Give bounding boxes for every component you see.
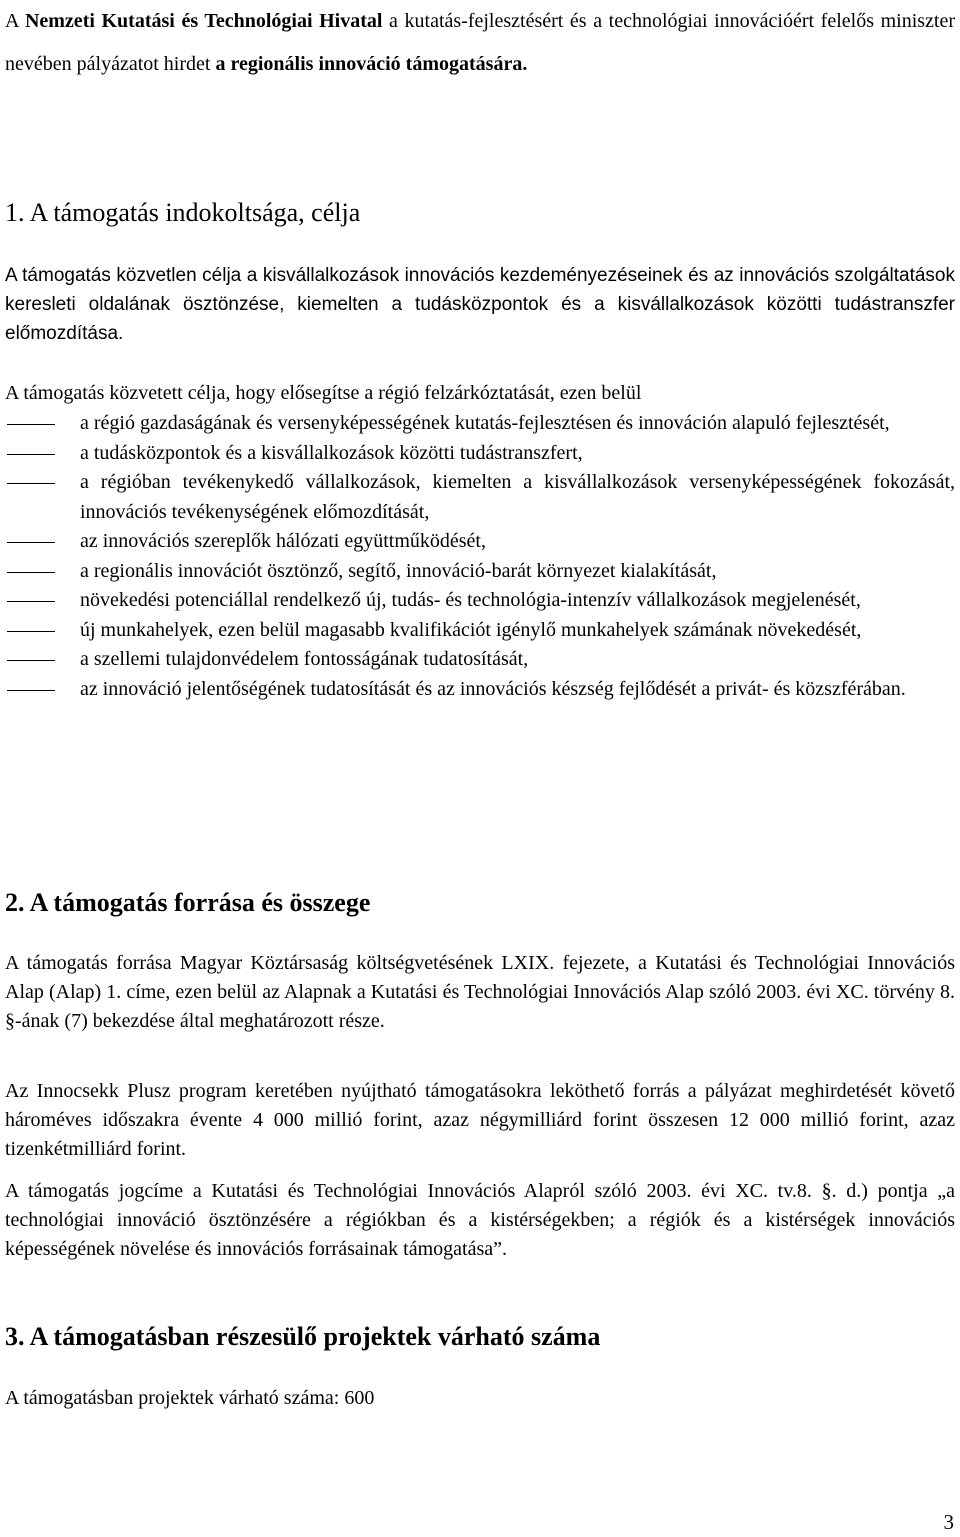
section-1-paragraph-2: A támogatás közvetett célja, hogy elősegítse a régió felzárkóztatását, ezen belül	[5, 382, 642, 404]
section-2-paragraph-1: A támogatás forrása Magyar Köztársaság költségvetésének LXIX. fejezete, a Kutatási és Technológiai Innovációs Alap (Alap) 1. címe, ezen belül az Alapnak a Kutatási és Technológiai Innovációs Alap szóló 2003. évi XC. törvény 8. §-ának (7) bekezdése által meghatározott része.	[5, 952, 955, 1032]
call-subject: a regionális innováció támogatására.	[215, 53, 528, 75]
list-item: az innováció jelentőségének tudatosítását és az innovációs készség fejlődését a privát- és közszférában.	[5, 675, 955, 705]
intro-text-1: A	[5, 10, 25, 32]
intro-paragraph	[5, 0, 955, 86]
list-item: a szellemi tulajdonvédelem fontosságának tudatosítását,	[5, 645, 955, 675]
list-item: a tudásközpontok és a kisvállalkozások közötti tudástranszfert,	[5, 439, 955, 469]
section-3-heading: 3. A támogatásban részesülő projektek várható száma	[5, 1322, 601, 1351]
dash-bullet-icon	[7, 660, 55, 661]
section-1-paragraph-1: A támogatás közvetlen célja a kisvállalkozások innovációs kezdeményezéseinek és az innovációs szolgáltatások keresleti oldalának ösztönzése, kiemelten a tudásközpontok és a kisvállalkozások közötti tudástranszfer előmozdítása.	[5, 265, 955, 344]
dash-bullet-icon	[7, 542, 55, 543]
list-item: az innovációs szereplők hálózati együttműködését,	[5, 527, 955, 557]
agency-name: Nemzeti Kutatási és Technológiai Hivatal	[24, 10, 383, 32]
section-2-heading: 2. A támogatás forrása és összege	[5, 888, 371, 917]
dash-bullet-icon	[7, 483, 55, 484]
intro-text-2: a kutatás-fejlesztésért és a technológiai innovációért felelős miniszter nevében pályázatot hirdet	[5, 10, 956, 75]
goals-list	[5, 409, 955, 704]
dash-bullet-icon	[7, 454, 55, 455]
dash-bullet-icon	[7, 631, 55, 632]
list-item: a regionális innovációt ösztönző, segítő, innováció-barát környezet kialakítását,	[5, 557, 955, 587]
section-2-paragraph-2: Az Innocsekk Plusz program keretében nyújtható támogatásokra leköthető forrás a pályázat meghirdetését követő hároméves időszakra évente 4 000 millió forint, azaz négymilliárd forint összesen 12 000 millió forint, azaz tizenkétmilliárd forint.	[5, 1080, 955, 1160]
list-item: a régióban tevékenykedő vállalkozások, kiemelten a kisvállalkozások versenyképességének fokozását, innovációs tevékenységének előmozdítását,	[5, 468, 955, 527]
list-item: növekedési potenciállal rendelkező új, tudás- és technológia-intenzív vállalkozások megjelenését,	[5, 586, 955, 616]
dash-bullet-icon	[7, 690, 55, 691]
section-2-paragraph-3: A támogatás jogcíme a Kutatási és Technológiai Innovációs Alapról szóló 2003. évi XC. tv.8. §. d.) pontja „a technológiai innováció ösztönzésére a régiókban és a kistérségekben; a régiók és a kistérségek innovációs képességének növelése és innovációs forrásainak támogatása”.	[5, 1180, 955, 1260]
section-3-paragraph-1: A támogatásban projektek várható száma: 600	[5, 1387, 375, 1409]
page-number: 3	[943, 1510, 954, 1534]
dash-bullet-icon	[7, 601, 55, 602]
dash-bullet-icon	[7, 572, 55, 573]
list-item: új munkahelyek, ezen belül magasabb kvalifikációt igénylő munkahelyek számának növekedését,	[5, 616, 955, 646]
section-1-heading: 1. A támogatás indokoltsága, célja	[5, 198, 361, 227]
dash-bullet-icon	[7, 424, 55, 425]
list-item: a régió gazdaságának és versenyképességének kutatás-fejlesztésen és innováción alapuló fejlesztését,	[5, 409, 955, 439]
